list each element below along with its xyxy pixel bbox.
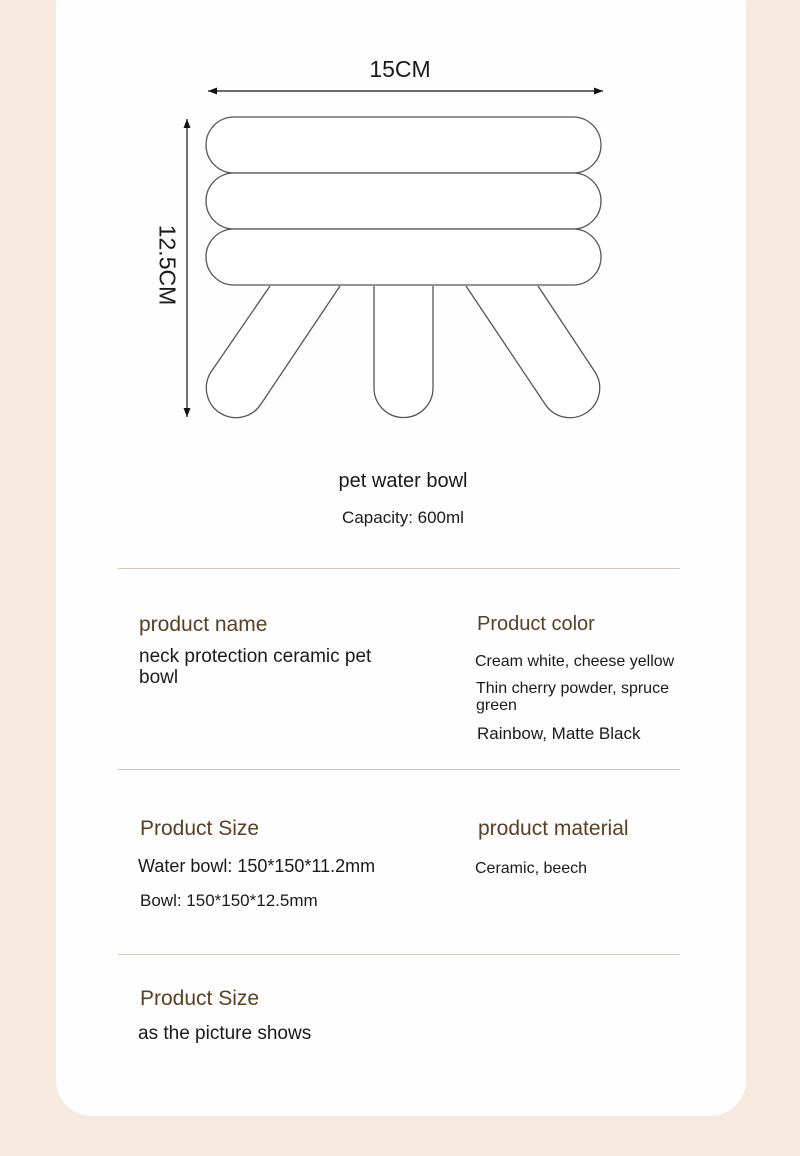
product-material-value: Ceramic, beech xyxy=(475,860,588,877)
product-size-label: Product Size xyxy=(140,817,260,840)
bowl-ring-bottom xyxy=(206,229,601,285)
center-leg xyxy=(374,286,433,418)
divider xyxy=(118,954,680,955)
bowl-size: Bowl: 150*150*12.5mm xyxy=(140,891,318,910)
product-size-value-2: as the picture shows xyxy=(138,1023,312,1044)
product-name-value: neck protection ceramic pet bowl xyxy=(139,646,372,688)
right-leg xyxy=(466,286,600,418)
divider xyxy=(118,769,680,770)
water-bowl-size: Water bowl: 150*150*11.2mm xyxy=(138,856,376,876)
color-option: Cream white, cheese yellow xyxy=(475,653,675,670)
product-color-label: Product color xyxy=(477,613,595,635)
product-size-label-2: Product Size xyxy=(140,987,260,1010)
product-title: pet water bowl xyxy=(338,470,468,492)
height-dimension-label: 12.5CM xyxy=(154,224,181,306)
product-material-label: product material xyxy=(478,817,629,840)
left-leg xyxy=(206,286,340,418)
bowl-ring-middle xyxy=(206,173,601,229)
product-name-label: product name xyxy=(139,613,268,636)
product-capacity: Capacity: 600ml xyxy=(342,508,464,527)
bowl-ring-top xyxy=(206,117,601,173)
divider xyxy=(118,568,680,569)
width-dimension-label: 15CM xyxy=(369,56,431,82)
color-option: Thin cherry powder, spruce green xyxy=(476,680,669,714)
color-option: Rainbow, Matte Black xyxy=(477,724,641,743)
